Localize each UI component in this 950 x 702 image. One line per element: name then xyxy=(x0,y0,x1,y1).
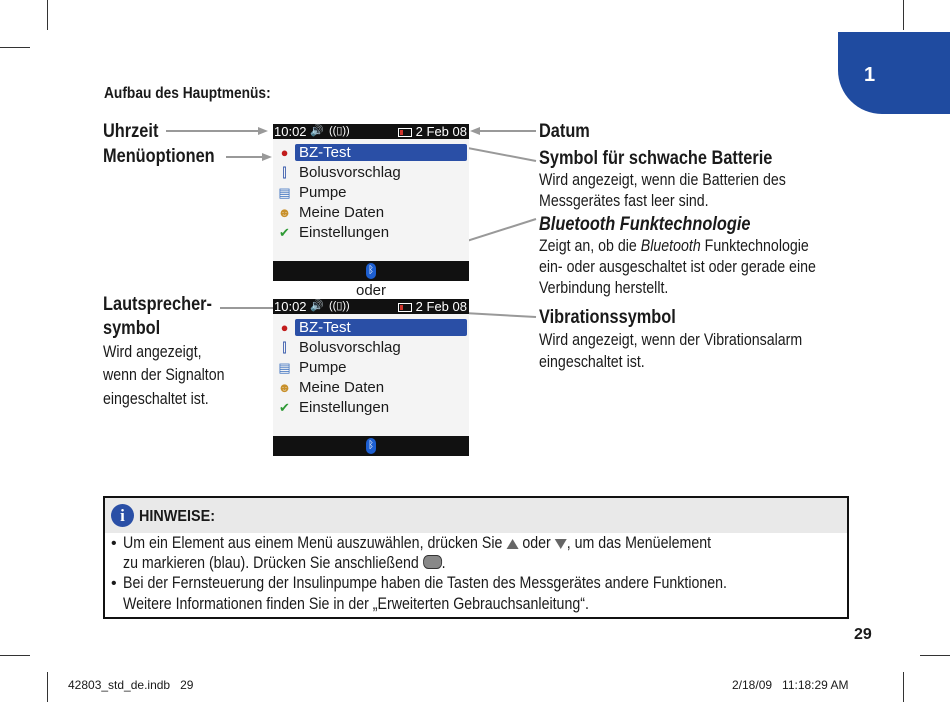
bluetooth-desc-1a: Zeigt an, ob die xyxy=(539,237,641,255)
device-screen-2 xyxy=(273,299,469,456)
status-bar xyxy=(273,124,469,139)
label-batterie: Symbol für schwache Batterie xyxy=(539,148,773,169)
bullet-icon: • xyxy=(111,535,117,552)
menu-label: Pumpe xyxy=(299,359,347,376)
pump-icon: ▤ xyxy=(278,185,291,200)
menu-item-bz-test[interactable] xyxy=(273,318,469,338)
label-lautsprecher: Lautsprecher- xyxy=(103,294,212,315)
note-text: . xyxy=(441,554,446,572)
menu-label: Einstellungen xyxy=(299,399,390,416)
bolus-icon: ⫿ xyxy=(282,165,287,180)
vibration-icon: ((▯)) xyxy=(329,125,350,137)
menu-label: Pumpe xyxy=(299,184,347,201)
note-bullet-2-line-1: Bei der Fernsteuerung der Insulinpumpe haben die Tasten des Messgerätes andere Funktionen. xyxy=(123,574,727,592)
vibration-icon: ((▯)) xyxy=(329,300,350,312)
menu-label: Meine Daten xyxy=(299,379,385,396)
menu-label: Bolusvorschlag xyxy=(299,339,401,356)
menu-item-meine-daten[interactable] xyxy=(273,203,469,223)
note-text: , um das Menüelement xyxy=(566,534,712,552)
separator-oder: oder xyxy=(356,282,387,299)
label-menueoptionen: Menüoptionen xyxy=(103,146,215,167)
person-icon: ☻ xyxy=(277,380,292,395)
menu-item-bz-test[interactable] xyxy=(273,143,469,163)
lautsprecher-desc-3: eingeschaltet ist. xyxy=(103,390,209,408)
low-battery-icon xyxy=(398,128,412,137)
checkmark-icon: ✔ xyxy=(279,225,290,240)
label-bluetooth: Bluetooth Funktechnologie xyxy=(539,214,751,235)
speaker-icon: 🔊 xyxy=(310,125,324,137)
label-uhrzeit: Uhrzeit xyxy=(103,121,159,142)
date-display: 2 Feb 08 xyxy=(415,299,467,314)
device-screen-1 xyxy=(273,124,469,281)
batterie-desc-1: Wird angezeigt, wenn die Batterien des xyxy=(539,171,786,189)
lautsprecher-desc-1: Wird angezeigt, xyxy=(103,343,202,361)
bluetooth-desc-1 xyxy=(539,236,809,257)
menu-label: Einstellungen xyxy=(299,224,390,241)
note-text: Um ein Element aus einem Menü auszuwählen, drücken Sie xyxy=(123,534,507,552)
checkmark-icon: ✔ xyxy=(279,400,290,415)
bullet-icon: • xyxy=(111,575,117,592)
bluetooth-icon: ᛒ xyxy=(366,263,376,279)
status-bar xyxy=(273,299,469,314)
speaker-icon: 🔊 xyxy=(310,300,324,312)
blood-drop-icon: ● xyxy=(280,145,289,160)
menu-label: BZ-Test xyxy=(295,319,467,336)
low-battery-icon xyxy=(398,303,412,312)
person-icon: ☻ xyxy=(277,205,292,220)
menu-item-meine-daten[interactable] xyxy=(273,378,469,398)
page-number: 29 xyxy=(854,626,872,643)
bluetooth-desc-1b: Bluetooth xyxy=(640,237,701,255)
bluetooth-desc-3: Verbindung herstellt. xyxy=(539,279,669,297)
bolus-icon: ⫿ xyxy=(282,340,287,355)
note-bullet-2-line-2: Weitere Informationen finden Sie in der „Erweiterten Gebrauchsanleitung“. xyxy=(123,595,589,613)
bottom-bar xyxy=(273,261,469,281)
footer-timestamp: 2/18/09 11:18:29 AM xyxy=(732,678,849,692)
down-button-icon xyxy=(555,539,567,549)
section-heading: Aufbau des Hauptmenüs: xyxy=(104,85,271,102)
menu-label: Bolusvorschlag xyxy=(299,164,401,181)
menu-item-einstellungen[interactable] xyxy=(273,223,469,243)
note-text: zu markieren (blau). Drücken Sie anschließend xyxy=(123,554,423,572)
menu-item-bolusvorschlag[interactable] xyxy=(273,338,469,358)
vibration-desc-2: eingeschaltet ist. xyxy=(539,353,645,371)
menu-label: BZ-Test xyxy=(295,144,467,161)
menu-item-pumpe[interactable] xyxy=(273,183,469,203)
label-vibration: Vibrationssymbol xyxy=(539,307,676,328)
note-bullet-1-line-1 xyxy=(123,534,711,553)
notes-box xyxy=(103,496,849,619)
menu-item-pumpe[interactable] xyxy=(273,358,469,378)
menu-label: Meine Daten xyxy=(299,204,385,221)
label-datum: Datum xyxy=(539,121,590,142)
bluetooth-icon: ᛒ xyxy=(366,438,376,454)
date-display: 2 Feb 08 xyxy=(415,124,467,139)
note-bullet-1-line-2 xyxy=(123,554,446,573)
batterie-desc-2: Messgerätes fast leer sind. xyxy=(539,192,709,210)
pump-icon: ▤ xyxy=(278,360,291,375)
ok-button-icon xyxy=(423,555,442,569)
note-text: oder xyxy=(518,534,555,552)
label-lautsprecher-2: symbol xyxy=(103,318,161,339)
time-display: 10:02 xyxy=(274,299,307,314)
chapter-number: 1 xyxy=(864,64,876,86)
bluetooth-desc-2: ein- oder ausgeschaltet ist oder gerade eine xyxy=(539,258,816,276)
lautsprecher-desc-2: wenn der Signalton xyxy=(103,366,225,384)
menu-item-bolusvorschlag[interactable] xyxy=(273,163,469,183)
blood-drop-icon: ● xyxy=(280,320,289,335)
notes-title: HINWEISE: xyxy=(139,508,216,525)
menu-item-einstellungen[interactable] xyxy=(273,398,469,418)
bluetooth-desc-1c: Funktechnologie xyxy=(700,237,809,255)
vibration-desc-1: Wird angezeigt, wenn der Vibrationsalarm xyxy=(539,331,803,349)
up-button-icon xyxy=(506,539,518,549)
notes-header xyxy=(105,498,847,533)
bottom-bar xyxy=(273,436,469,456)
time-display: 10:02 xyxy=(274,124,307,139)
footer-file: 42803_std_de.indb 29 xyxy=(68,678,194,692)
info-icon: i xyxy=(111,504,134,527)
